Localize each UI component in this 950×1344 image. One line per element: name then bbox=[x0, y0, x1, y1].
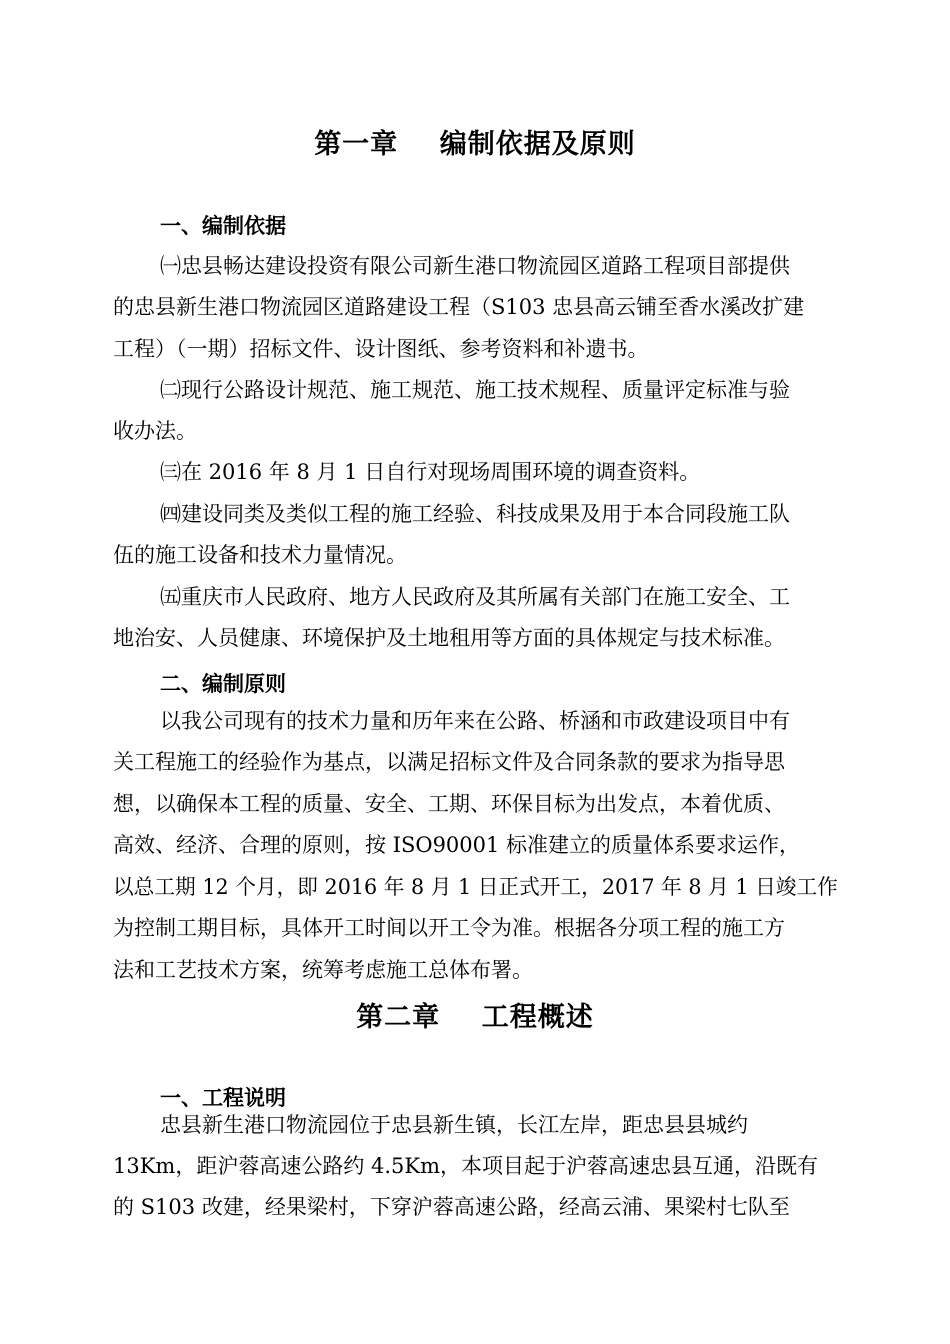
paragraph-line: 伍的施工设备和技术力量情况。 bbox=[113, 543, 407, 567]
paragraph-line: 法和工艺技术方案，统筹考虑施工总体布署。 bbox=[113, 958, 533, 982]
paragraph-line: ㈢在 2016 年 8 月 1 日自行对现场周围环境的调查资料。 bbox=[160, 460, 701, 484]
paragraph-line: 的 S103 改建，经果梁村，下穿沪蓉高速公路，经高云浦、果梁村七队至 bbox=[113, 1195, 790, 1219]
paragraph-line: 想，以确保本工程的质量、安全、工期、环保目标为出发点，本着优质、 bbox=[113, 792, 785, 816]
paragraph-line: 为控制工期目标，具体开工时间以开工令为准。根据各分项工程的施工方 bbox=[113, 916, 785, 940]
paragraph-line: ㈣建设同类及类似工程的施工经验、科技成果及用于本合同段施工队 bbox=[160, 502, 790, 526]
chapter-2-title: 第二章 工程概述 bbox=[356, 1002, 594, 1033]
chapter-1-title: 第一章 编制依据及原则 bbox=[314, 129, 636, 160]
section-1-1-heading: 一、编制依据 bbox=[160, 214, 286, 238]
paragraph-line: 13Km，距沪蓉高速公路约 4.5Km，本项目起于沪蓉高速忠县互通，沿既有 bbox=[113, 1154, 818, 1178]
paragraph-line: 的忠县新生港口物流园区道路建设工程（S103 忠县高云铺至香水溪改扩建 bbox=[113, 295, 805, 319]
paragraph-line: 收办法。 bbox=[113, 419, 197, 443]
paragraph-line: 工程）（一期）招标文件、设计图纸、参考资料和补遗书。 bbox=[113, 337, 649, 361]
paragraph-line: ㈡现行公路设计规范、施工规范、施工技术规程、质量评定标准与验 bbox=[160, 378, 790, 402]
paragraph-line: 忠县新生港口物流园位于忠县新生镇，长江左岸，距忠县县城约 bbox=[160, 1113, 748, 1137]
section-2-1-heading: 一、工程说明 bbox=[160, 1086, 286, 1110]
paragraph-line: ㈠忠县畅达建设投资有限公司新生港口物流园区道路工程项目部提供 bbox=[160, 254, 790, 278]
section-1-2-heading: 二、编制原则 bbox=[160, 672, 286, 696]
paragraph-line: 高效、经济、合理的原则，按 ISO90001 标准建立的质量体系要求运作， bbox=[113, 833, 801, 857]
paragraph-line: 关工程施工的经验作为基点，以满足招标文件及合同条款的要求为指导思 bbox=[113, 750, 785, 774]
paragraph-line: 地治安、人员健康、环境保护及土地租用等方面的具体规定与技术标准。 bbox=[113, 626, 785, 650]
paragraph-line: ㈤重庆市人民政府、地方人民政府及其所属有关部门在施工安全、工 bbox=[160, 585, 790, 609]
paragraph-line: 以总工期 12 个月，即 2016 年 8 月 1 日正式开工，2017 年 8 月 1 日竣工作 bbox=[113, 875, 838, 899]
paragraph-line: 以我公司现有的技术力量和历年来在公路、桥涵和市政建设项目中有 bbox=[160, 709, 790, 733]
